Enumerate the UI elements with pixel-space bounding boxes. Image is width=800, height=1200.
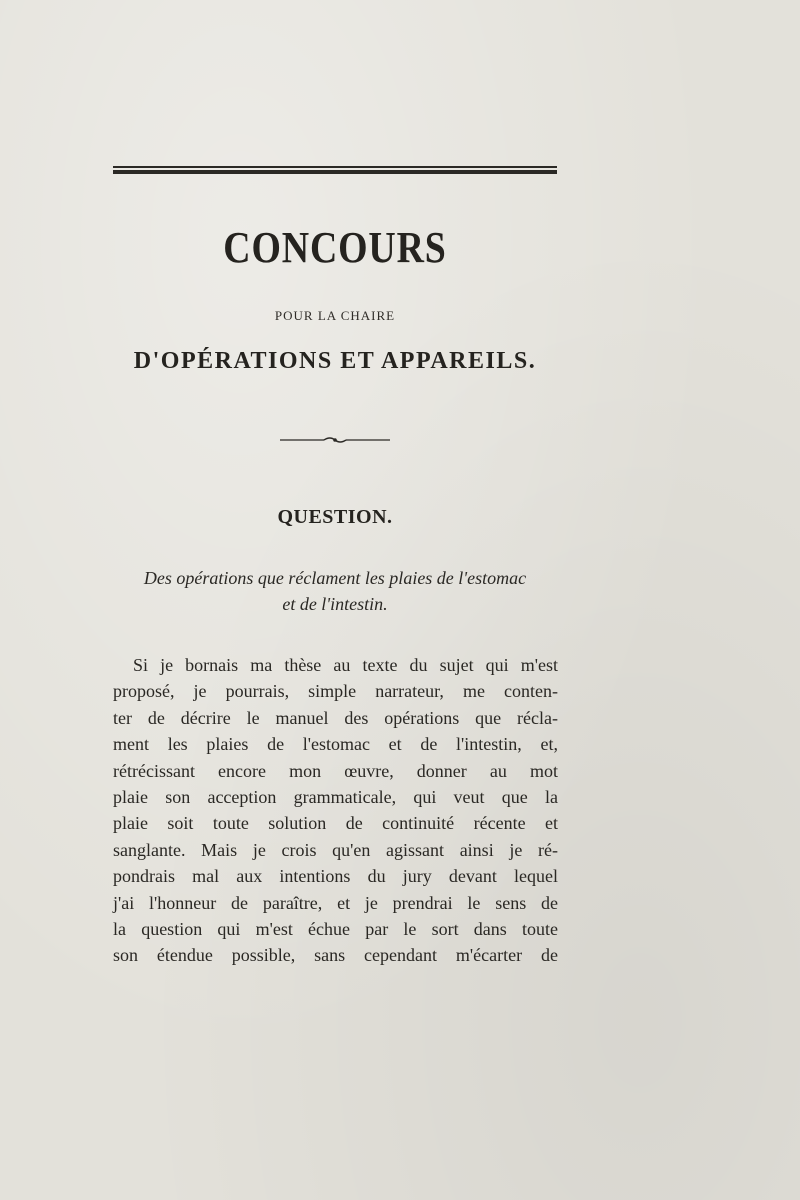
body-line: sanglante. Mais je crois qu'en agissant ainsi je ré-: [113, 839, 558, 860]
rule-thin-line: [113, 166, 557, 168]
body-paragraph: [113, 652, 558, 969]
subtitle-discipline: D'OPÉRATIONS ET APPAREILS.: [133, 348, 537, 374]
body-line: plaie soit toute solution de continuité récente et: [113, 813, 558, 834]
body-line: pondrais mal aux intentions du jury devant lequel: [113, 866, 558, 887]
question-text: [110, 565, 560, 617]
ornamental-divider-icon: [280, 435, 390, 445]
body-line: ter de décrire le manuel des opérations que récla-: [113, 707, 558, 728]
body-line: plaie son acception grammaticale, qui veut que la: [113, 787, 558, 808]
question-line-1: Des opérations que réclament les plaies de l'estomac: [143, 568, 527, 588]
body-line: son étendue possible, sans cependant m'écarter de: [113, 945, 558, 966]
rule-thick-line: [113, 170, 557, 174]
top-double-rule: [113, 166, 557, 175]
body-line: la question qui m'est échue par le sort dans toute: [113, 919, 558, 940]
page-title: CONCOURS: [223, 223, 447, 272]
body-line: j'ai l'honneur de paraître, et je prendrai le sens de: [113, 892, 558, 913]
question-heading: QUESTION.: [277, 506, 393, 528]
question-line-2: et de l'intestin.: [282, 594, 388, 614]
subtitle-chair: POUR LA CHAIRE: [274, 308, 396, 323]
body-line: proposé, je pourrais, simple narrateur, me conten-: [113, 681, 558, 702]
body-line: ment les plaies de l'estomac et de l'intestin, et,: [113, 734, 558, 755]
body-line: rétrécissant encore mon œuvre, donner au mot: [113, 760, 558, 781]
body-line: Si je bornais ma thèse au texte du sujet qui m'est: [133, 655, 558, 675]
